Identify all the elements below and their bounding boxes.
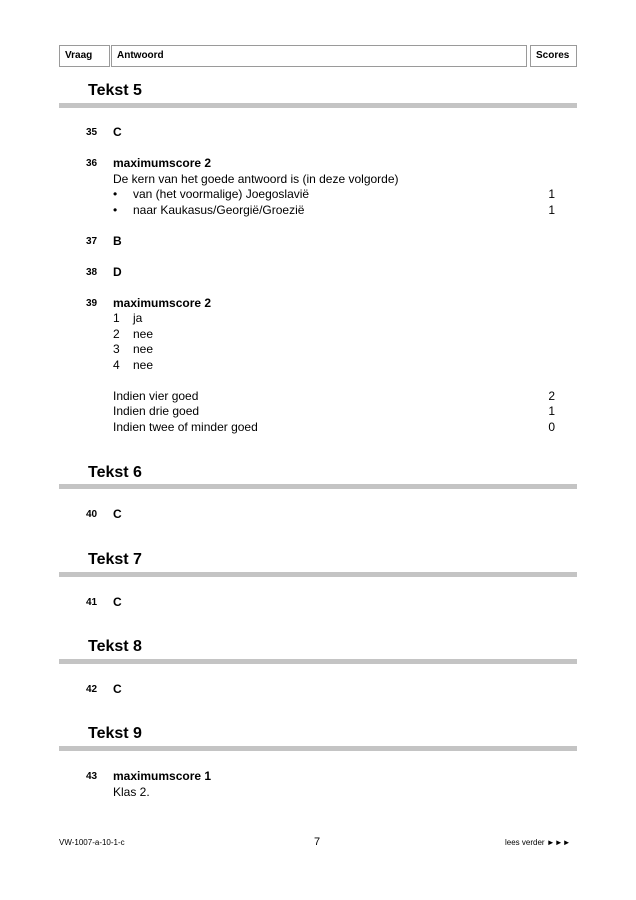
answer-item: van (het voormalige) Joegoslavië — [133, 187, 310, 201]
answer-intro: De kern van het goede antwoord is (in deze volgorde) — [113, 172, 399, 186]
question-number: 35 — [86, 127, 98, 138]
question-number: 41 — [86, 597, 98, 608]
header-scores: Scores — [530, 45, 577, 67]
continue-indicator: lees verder ►►► — [505, 838, 571, 847]
question-number: 40 — [86, 509, 98, 520]
answer: C — [113, 507, 122, 521]
score-value: 2 — [548, 389, 555, 403]
section-title: Tekst 6 — [88, 464, 142, 481]
section-divider — [59, 572, 577, 577]
scoring-rule: Indien vier goed — [113, 389, 199, 403]
item-number: 4 — [113, 358, 120, 372]
header-vraag: Vraag — [59, 45, 110, 67]
question-number: 43 — [86, 771, 98, 782]
item-number: 2 — [113, 327, 120, 341]
max-score-label: maximumscore 2 — [113, 156, 212, 170]
score-value: 1 — [548, 404, 555, 418]
section-divider — [59, 659, 577, 664]
bullet: • — [113, 187, 118, 201]
question-number: 42 — [86, 684, 98, 695]
score-value: 0 — [548, 420, 555, 434]
item-answer: nee — [133, 358, 154, 372]
section-divider — [59, 103, 577, 108]
scoring-rule: Indien twee of minder goed — [113, 420, 258, 434]
score-value: 1 — [548, 187, 555, 201]
answer: C — [113, 125, 122, 139]
page-number: 7 — [314, 836, 321, 848]
answer-item: naar Kaukasus/Georgië/Groezië — [133, 203, 305, 217]
question-number: 37 — [86, 236, 98, 247]
score-value: 1 — [548, 203, 555, 217]
item-answer: ja — [133, 311, 143, 325]
header-antwoord: Antwoord — [111, 45, 527, 67]
section-divider — [59, 484, 577, 489]
item-answer: nee — [133, 327, 154, 341]
item-answer: nee — [133, 342, 154, 356]
answer: Klas 2. — [113, 785, 150, 799]
answer: C — [113, 595, 122, 609]
answer: D — [113, 265, 122, 279]
section-divider — [59, 746, 577, 751]
item-number: 3 — [113, 342, 120, 356]
max-score-label: maximumscore 1 — [113, 769, 212, 783]
bullet: • — [113, 203, 118, 217]
item-number: 1 — [113, 311, 120, 325]
scoring-rule: Indien drie goed — [113, 404, 200, 418]
question-number: 38 — [86, 267, 98, 278]
question-number: 36 — [86, 158, 98, 169]
section-title: Tekst 7 — [88, 551, 142, 568]
document-code: VW-1007-a-10-1-c — [59, 838, 125, 847]
answer: B — [113, 234, 122, 248]
max-score-label: maximumscore 2 — [113, 296, 212, 310]
answer: C — [113, 682, 122, 696]
section-title: Tekst 5 — [88, 82, 142, 99]
section-title: Tekst 8 — [88, 638, 142, 655]
question-number: 39 — [86, 298, 98, 309]
section-title: Tekst 9 — [88, 725, 142, 742]
